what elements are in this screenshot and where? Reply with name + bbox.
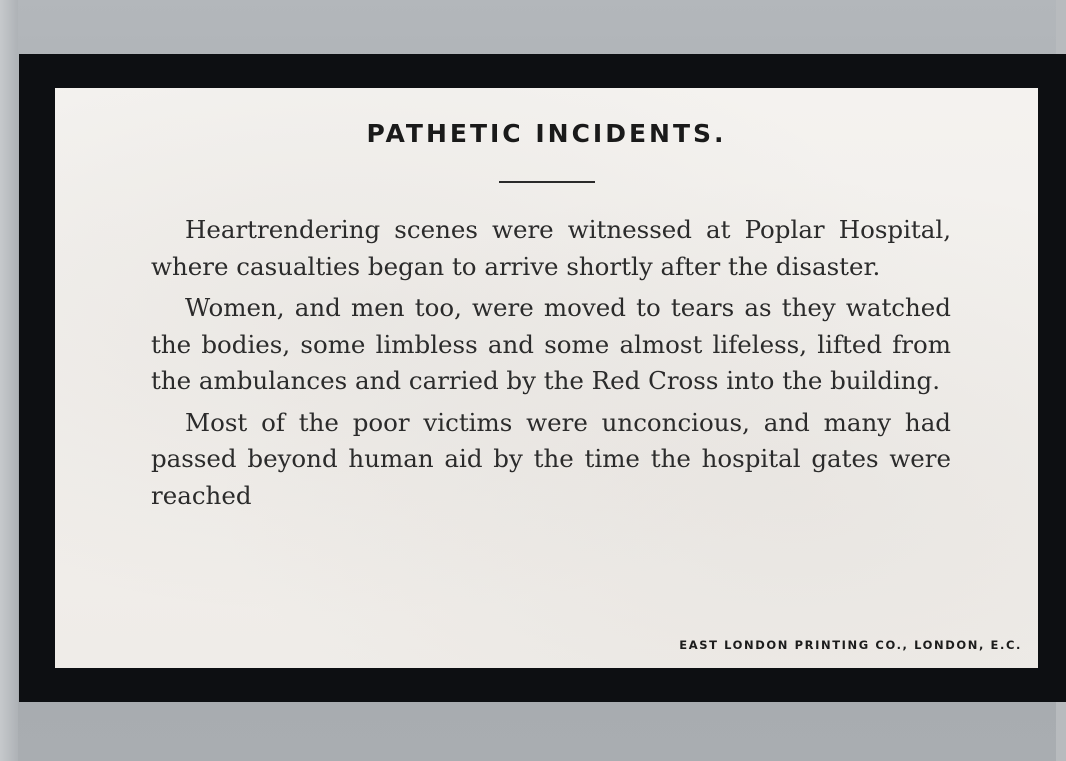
- title-rule: [499, 181, 595, 183]
- paragraph-2: Women, and men too, were moved to tears as they watched the bodies, some limbless and some almost lifeless, lifted from the ambulances and carried by the Red Cross into the building.: [151, 293, 951, 395]
- card-title: PATHETIC INCIDENTS.: [366, 119, 727, 148]
- card-body: [151, 212, 951, 519]
- paragraph-1: Heartrendering scenes were witnessed at Poplar Hospital, where casualties began to arrive shortly after the disaster.: [151, 215, 951, 281]
- memorial-card: [55, 88, 1038, 668]
- paragraph-3: Most of the poor victims were unconcious, and many had passed beyond human aid by the time the hospital gates were reached: [151, 407, 951, 510]
- printer-credit: EAST LONDON PRINTING CO., LONDON, E.C.: [679, 638, 1022, 652]
- mount-edge-left: [0, 0, 18, 761]
